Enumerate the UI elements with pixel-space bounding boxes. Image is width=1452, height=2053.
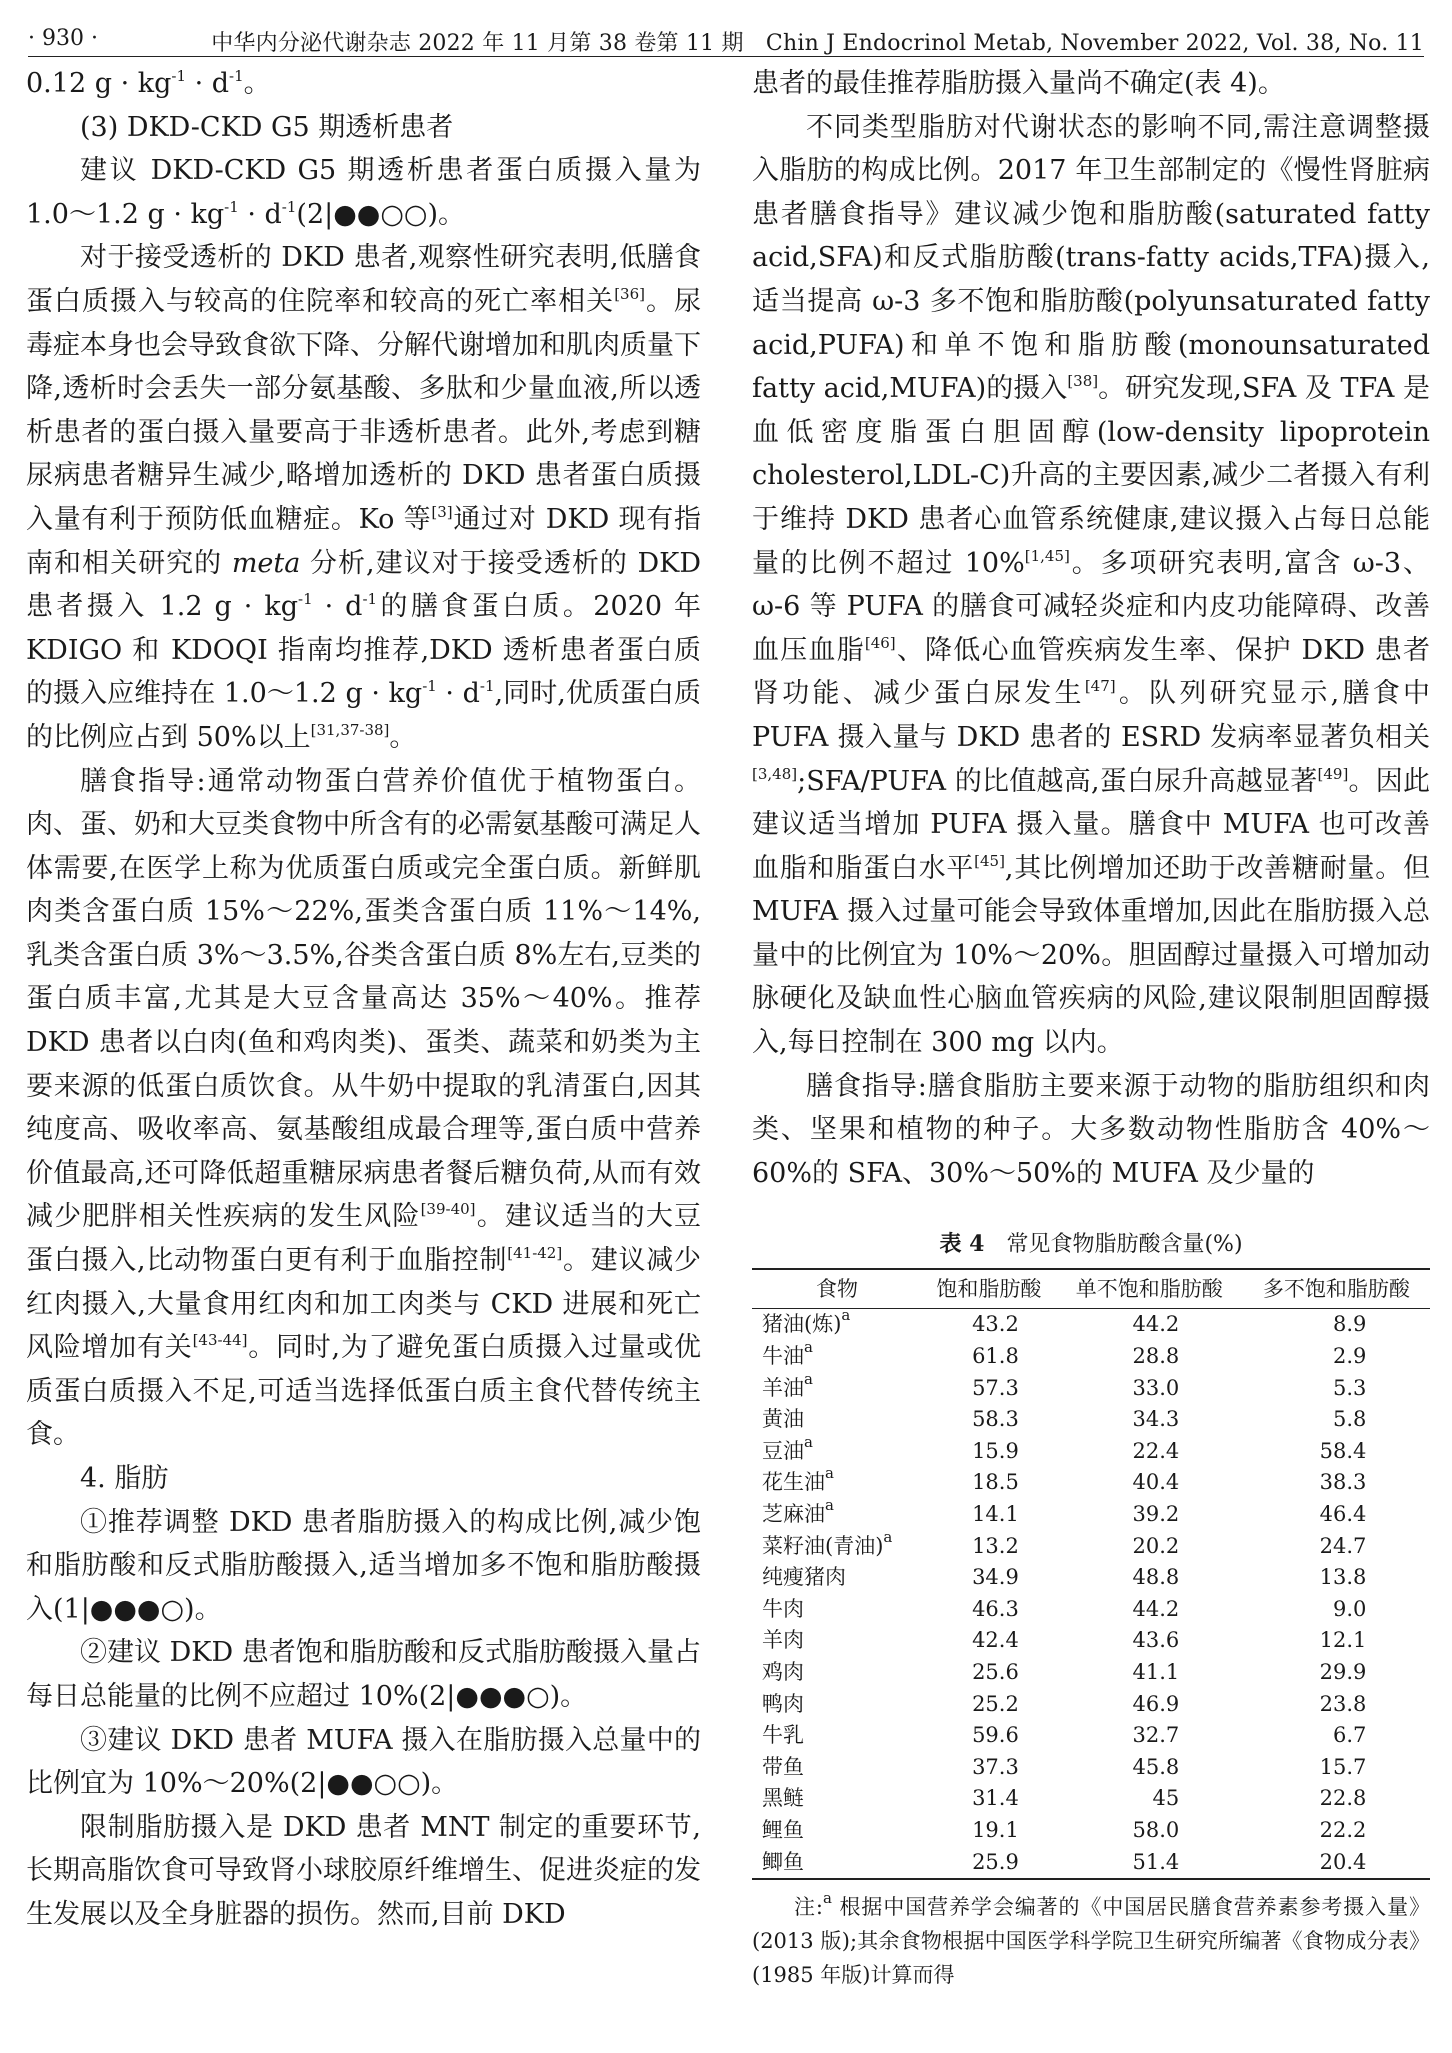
mufa-cell-value: 20.2 — [1132, 1533, 1180, 1558]
table-row — [752, 1373, 1430, 1405]
sfa-cell — [922, 1625, 1056, 1657]
sfa-cell — [922, 1847, 1056, 1880]
table-row — [752, 1404, 1430, 1436]
body-paragraph: 限制脂肪摄入是 DKD 患者 MNT 制定的重要环节,长期高脂饮食可导致肾小球胶原纤维增生、促进炎症的发生发展以及全身脏器的损伤。然而,目前 DKD — [26, 1811, 701, 1930]
food-name-cell: 鲤鱼 — [762, 1817, 804, 1842]
sfa-cell-value: 14.1 — [972, 1502, 1019, 1526]
table-body — [752, 1306, 1430, 1879]
mufa-cell-value: 43.6 — [1132, 1628, 1180, 1653]
pufa-cell-value: 2.9 — [1333, 1344, 1367, 1369]
pufa-cell-value: 6.7 — [1333, 1723, 1367, 1748]
table-note: 注:$^a$ 根据中国营养学会编著的《中国居民膳食营养素参考摄入量》(2013 版);其余食物根据中国医学科学院卫生研究所编著《食物成分表》(1985 年版)计算而得 — [752, 1889, 1430, 1988]
food-name-cell: 带鱼 — [762, 1754, 804, 1779]
pufa-cell-value: 15.7 — [1319, 1754, 1367, 1779]
sfa-cell-value: 61.8 — [972, 1344, 1019, 1369]
mufa-cell-value: 44.2 — [1132, 1596, 1180, 1621]
mufa-cell — [1056, 1404, 1243, 1436]
body-paragraph: 0.12 $g \cdot kg^{-1} \cdot d^{-1}$。 — [26, 67, 271, 99]
body-paragraph: ②建议 DKD 患者饱和脂肪酸和反式脂肪酸摄入量占每日总能量的比例不应超过 10%(2|●●●○)。 — [26, 1637, 701, 1712]
mufa-cell — [1056, 1531, 1243, 1563]
food-name-cell: 鸭肉 — [762, 1691, 804, 1716]
pufa-cell — [1243, 1341, 1430, 1373]
table-title: 常见食物脂肪酸含量(%) — [1006, 1232, 1243, 1258]
sfa-cell-value: 58.3 — [972, 1407, 1019, 1432]
mufa-cell — [1056, 1499, 1243, 1531]
mufa-cell — [1056, 1467, 1243, 1499]
sfa-cell — [922, 1309, 1056, 1341]
mufa-cell-value: 45 — [1152, 1786, 1180, 1811]
fatty-acid-table — [752, 1268, 1430, 1880]
mufa-cell-value: 28.8 — [1132, 1344, 1180, 1369]
mufa-cell-value: 51.4 — [1132, 1849, 1180, 1874]
pufa-cell — [1243, 1499, 1430, 1531]
table-row — [752, 1752, 1430, 1784]
food-name-cell: 鸡肉 — [762, 1659, 804, 1684]
body-paragraph: 膳食指导:膳食脂肪主要来源于动物的脂肪组织和肉类、坚果和植物的种子。大多数动物性脂肪含 40%～60%的 SFA、30%～50%的 MUFA 及少量的 — [752, 1070, 1430, 1189]
pufa-cell-value: 58.4 — [1319, 1438, 1367, 1463]
table-row — [752, 1436, 1430, 1468]
pufa-cell — [1243, 1467, 1430, 1499]
mufa-cell — [1056, 1625, 1243, 1657]
mufa-cell-value: 22.4 — [1132, 1438, 1180, 1463]
footnote-mark: a — [804, 1338, 813, 1357]
food-name-cell: 牛肉 — [762, 1596, 804, 1621]
body-paragraph: 患者的最佳推荐脂肪摄入量尚不确定(表 4)。 — [752, 68, 1285, 99]
table-row — [752, 1625, 1430, 1657]
sfa-cell-value: 43.2 — [972, 1312, 1019, 1337]
table-row — [752, 1594, 1430, 1626]
sfa-cell-value: 19.1 — [972, 1817, 1019, 1842]
food-name-cell: 花生油$^a$ — [762, 1464, 834, 1495]
mufa-cell — [1056, 1373, 1243, 1405]
food-name-cell: 牛油$^a$ — [762, 1338, 813, 1369]
food-name-cell: 黑鲢 — [762, 1786, 804, 1811]
mufa-cell-value: 44.2 — [1132, 1312, 1180, 1337]
sfa-cell-value: 15.9 — [972, 1438, 1019, 1463]
body-paragraph: 对于接受透析的 DKD 患者,观察性研究表明,低膳食蛋白质摄入与较高的住院率和较高的死亡率相关[36]。尿毒症本身也会导致食欲下降、分解代谢增加和肌肉质量下降,透析时会丢失一部分氨基酸、多肽和少量血液,所以透析患者的蛋白摄入量要高于非透析患者。此外,考虑到糖尿病患者糖异生减少,略增加透析的 DKD 患者蛋白质摄入量有利于预防低血糖症。Ko 等[3]通过对 DKD 现有指南和相关研究的 meta 分析,建议对于接受透析的 DKD 患者摄入 1.2 $g \cdot kg^{-1} \cdot d^{-1}$的膳食蛋白质。2020 年 KDIGO 和 KDOQI 指南均推荐,DKD 透析患者蛋白质的摄入应维持在 1.0～1.2 $g \cdot kg^{-1} \cdot d^{-1}$,同时,优质蛋白质的比例应占到 50%以上[31,37-38]。 — [26, 242, 702, 753]
body-paragraph: 不同类型脂肪对代谢状态的影响不同,需注意调整摄入脂肪的构成比例。2017 年卫生部制定的《慢性肾脏病患者膳食指导》建议减少饱和脂肪酸(saturated fatty acid,SFA)和反式脂肪酸(trans-fatty acids,TFA)摄入,适当提高 ω-3 多不饱和脂肪酸(polyunsaturated fatty acid,PUFA)和单不饱和脂肪酸(monounsaturated fatty acid,MUFA)的摄入[38]。研究发现,SFA 及 TFA 是血低密度脂蛋白胆固醇(low-density lipoprotein cholesterol,LDL-C)升高的主要因素,减少二者摄入有利于维持 DKD 患者心血管系统健康,建议摄入占每日总能量的比例不超过 10%[1,45]。多项研究表明,富含 ω-3、ω-6 等 PUFA 的膳食可减轻炎症和内皮功能障碍、改善血压血脂[46]、降低心血管疾病发生率、保护 DKD 患者肾功能、减少蛋白尿发生[47]。队列研究显示,膳食中 PUFA 摄入量与 DKD 患者的 ESRD 发病率显著负相关[3,48];SFA/PUFA 的比值越高,蛋白尿升高越显著[49]。因此建议适当增加 PUFA 摄入量。膳食中 MUFA 也可改善血脂和脂蛋白水平[45],其比例增加还助于改善糖耐量。但 MUFA 摄入过量可能会导致体重增加,因此在脂肪摄入总量中的比例宜为 10%～20%。胆固醇过量摄入可增加动脉硬化及缺血性心脑血管疾病的风险,建议限制胆固醇摄入,每日控制在 300 mg 以内。 — [752, 111, 1431, 1059]
body-paragraph: 建议 DKD-CKD G5 期透析患者蛋白质摄入量为 1.0～1.2 $g \cdot kg^{-1}$ · $d^{-1}(2|●●○○)$。 — [26, 155, 701, 230]
pufa-cell — [1243, 1752, 1430, 1784]
sfa-cell — [922, 1815, 1056, 1847]
sfa-cell-value: 59.6 — [972, 1723, 1019, 1748]
mufa-cell-value: 58.0 — [1132, 1817, 1180, 1842]
col-header-food: 食物 — [752, 1269, 922, 1309]
running-header — [28, 22, 1424, 57]
sfa-cell — [922, 1594, 1056, 1626]
table-row — [752, 1499, 1430, 1531]
page-number: · 930 · — [28, 26, 98, 51]
table-row — [752, 1531, 1430, 1563]
food-name-cell: 羊肉 — [762, 1628, 804, 1653]
sfa-cell-value: 25.6 — [972, 1659, 1019, 1684]
pufa-cell-value: 23.8 — [1319, 1691, 1367, 1716]
footnote-mark: a — [804, 1432, 813, 1451]
pufa-cell — [1243, 1625, 1430, 1657]
body-paragraph: ①推荐调整 DKD 患者脂肪摄入的构成比例,减少饱和脂肪酸和反式脂肪酸摄入,适当增加多不饱和脂肪酸摄入(1|●●●○)。 — [26, 1506, 701, 1625]
body-paragraph: ③建议 DKD 患者 MUFA 摄入在脂肪摄入总量中的比例宜为 10%～20%(2|●●○○)。 — [26, 1724, 701, 1800]
mufa-cell-value: 33.0 — [1132, 1375, 1180, 1400]
sfa-cell — [922, 1657, 1056, 1689]
mufa-cell — [1056, 1436, 1243, 1468]
pufa-cell — [1243, 1783, 1430, 1815]
pufa-cell — [1243, 1594, 1430, 1626]
mufa-cell-value: 45.8 — [1132, 1754, 1180, 1779]
pufa-cell — [1243, 1373, 1430, 1405]
food-name-cell: 猪油(炼)$^a$ — [762, 1306, 851, 1337]
sfa-cell-value: 46.3 — [972, 1596, 1019, 1621]
footnote-mark: a — [804, 1369, 813, 1388]
journal-running-title: 中华内分泌代谢杂志 2022 年 11 月第 38 卷第 11 期 Chin J Endocrinol Metab, November 2022, Vol. 38, No. 11 — [211, 31, 1424, 56]
table-row — [752, 1467, 1430, 1499]
section-heading: 4. 脂肪 — [80, 1463, 169, 1494]
pufa-cell — [1243, 1657, 1430, 1689]
mufa-cell — [1056, 1657, 1243, 1689]
table-row — [752, 1341, 1430, 1373]
footnote-mark: a — [841, 1306, 851, 1325]
sfa-cell — [922, 1341, 1056, 1373]
food-name-cell: 鲫鱼 — [752, 1847, 922, 1880]
pufa-cell-value: 22.2 — [1319, 1817, 1367, 1842]
mufa-cell-value: 41.1 — [1132, 1659, 1180, 1684]
right-column — [752, 62, 1430, 1992]
sfa-cell — [922, 1783, 1056, 1815]
sfa-cell — [922, 1467, 1056, 1499]
pufa-cell-value: 24.7 — [1319, 1533, 1367, 1558]
mufa-cell-value: 48.8 — [1132, 1565, 1180, 1590]
sfa-cell-value: 13.2 — [972, 1533, 1019, 1558]
pufa-cell — [1243, 1689, 1430, 1721]
food-name-cell: 纯瘦猪肉 — [762, 1565, 846, 1590]
sfa-cell — [922, 1689, 1056, 1721]
pufa-cell-value: 8.9 — [1333, 1312, 1367, 1337]
mufa-cell-value: 39.2 — [1132, 1502, 1180, 1526]
pufa-cell — [1243, 1562, 1430, 1594]
body-paragraph: 膳食指导:通常动物蛋白营养价值优于植物蛋白。肉、蛋、奶和大豆类食物中所含有的必需氨基酸可满足人体需要,在医学上称为优质蛋白质或完全蛋白质。新鲜肌肉类含蛋白质 15%～22%,蛋类含蛋白质 11%～14%,乳类含蛋白质 3%～3.5%,谷类含蛋白质 8%左右,豆类的蛋白质丰富,尤其是大豆含量高达 35%～40%。推荐 DKD 患者以白肉(鱼和鸡肉类)、蛋类、蔬菜和奶类为主要来源的低蛋白质饮食。从牛奶中提取的乳清蛋白,因其纯度高、吸收率高、氨基酸组成最合理等,蛋白质中营养价值最高,还可降低超重糖尿病患者餐后糖负荷,从而有效减少肥胖相关性疾病的发生风险[39-40]。建议适当的大豆蛋白摄入,比动物蛋白更有利于血脂控制[41-42]。建议减少红肉摄入,大量食用红肉和加工肉类与 CKD 进展和死亡风险增加有关[43-44]。同时,为了避免蛋白质摄入过量或优质蛋白质摄入不足,可适当选择低蛋白质主食代替传统主食。 — [26, 765, 702, 1451]
footnote-mark: a — [825, 1496, 834, 1514]
sfa-cell — [922, 1752, 1056, 1784]
food-name-cell: 黄油 — [762, 1407, 804, 1432]
table-row — [752, 1657, 1430, 1689]
sfa-cell-value: 37.3 — [972, 1754, 1019, 1779]
sfa-cell — [922, 1373, 1056, 1405]
pufa-cell-value: 29.9 — [1319, 1659, 1367, 1684]
footnote-mark: a — [825, 1464, 834, 1483]
mufa-cell — [1056, 1783, 1243, 1815]
pufa-cell — [1243, 1847, 1430, 1880]
pufa-cell-value: 5.8 — [1333, 1407, 1367, 1432]
pufa-cell — [1243, 1531, 1430, 1563]
table-row — [752, 1847, 1430, 1880]
food-name-cell: 菜籽油(青油)$^a$ — [762, 1527, 893, 1558]
sfa-cell — [922, 1499, 1056, 1531]
section-heading: (3) DKD-CKD G5 期透析患者 — [80, 111, 454, 143]
table-row — [752, 1689, 1430, 1721]
table-row — [752, 1309, 1430, 1341]
col-header-pufa: 多不饱和脂肪酸 — [1243, 1269, 1430, 1309]
mufa-cell-value: 46.9 — [1132, 1691, 1180, 1716]
food-name-cell: 豆油$^a$ — [762, 1432, 813, 1463]
sfa-cell-value: 25.2 — [972, 1691, 1019, 1716]
pufa-cell — [1243, 1815, 1430, 1847]
col-header-mufa: 单不饱和脂肪酸 — [1056, 1269, 1243, 1309]
table-row — [752, 1720, 1430, 1752]
mufa-cell — [1056, 1562, 1243, 1594]
mufa-cell — [1056, 1815, 1243, 1847]
mufa-cell — [1056, 1752, 1243, 1784]
pufa-cell-value: 5.3 — [1333, 1375, 1367, 1400]
sfa-cell-value: 25.9 — [972, 1849, 1019, 1874]
food-name-cell: 羊油$^a$ — [762, 1369, 813, 1400]
mufa-cell-value: 40.4 — [1132, 1470, 1180, 1495]
sfa-cell — [922, 1404, 1056, 1436]
mufa-cell — [1056, 1341, 1243, 1373]
sfa-cell-value: 34.9 — [972, 1565, 1019, 1590]
pufa-cell-value: 13.8 — [1319, 1565, 1367, 1590]
food-name-cell: 牛乳 — [762, 1723, 804, 1748]
mufa-cell — [1056, 1689, 1243, 1721]
sfa-cell — [922, 1562, 1056, 1594]
sfa-cell-value: 31.4 — [972, 1786, 1019, 1811]
mufa-cell — [1056, 1720, 1243, 1752]
left-column — [26, 62, 701, 1937]
sfa-cell-value: 42.4 — [972, 1628, 1019, 1653]
sfa-cell — [922, 1720, 1056, 1752]
col-header-sfa: 饱和脂肪酸 — [922, 1269, 1056, 1309]
pufa-cell — [1243, 1309, 1430, 1341]
table-row — [752, 1562, 1430, 1594]
mufa-cell-value: 34.3 — [1132, 1407, 1180, 1432]
sfa-cell-value: 18.5 — [972, 1470, 1019, 1495]
pufa-cell-value: 46.4 — [1319, 1502, 1367, 1526]
mufa-cell — [1056, 1309, 1243, 1341]
sfa-cell-value: 57.3 — [972, 1375, 1019, 1400]
pufa-cell-value: 9.0 — [1333, 1596, 1367, 1621]
pufa-cell-value: 22.8 — [1319, 1786, 1367, 1811]
pufa-cell — [1243, 1720, 1430, 1752]
mufa-cell — [1056, 1594, 1243, 1626]
footnote-mark: a — [883, 1527, 893, 1546]
table-row — [752, 1783, 1430, 1815]
pufa-cell — [1243, 1404, 1430, 1436]
pufa-cell-value: 12.1 — [1319, 1628, 1367, 1653]
right-column-text — [752, 62, 1430, 1195]
table-label: 表 4 — [939, 1231, 985, 1258]
pufa-cell-value: 38.3 — [1319, 1470, 1367, 1495]
table-row — [752, 1815, 1430, 1847]
sfa-cell — [922, 1436, 1056, 1468]
pufa-cell — [1243, 1436, 1430, 1468]
mufa-cell — [1056, 1847, 1243, 1880]
table-caption — [752, 1229, 1430, 1260]
pufa-cell-value: 20.4 — [1319, 1849, 1367, 1874]
food-name-cell: 芝麻油$^a$ — [762, 1496, 834, 1526]
sfa-cell — [922, 1531, 1056, 1563]
mufa-cell-value: 32.7 — [1132, 1723, 1180, 1748]
table-header-row — [752, 1269, 1430, 1309]
